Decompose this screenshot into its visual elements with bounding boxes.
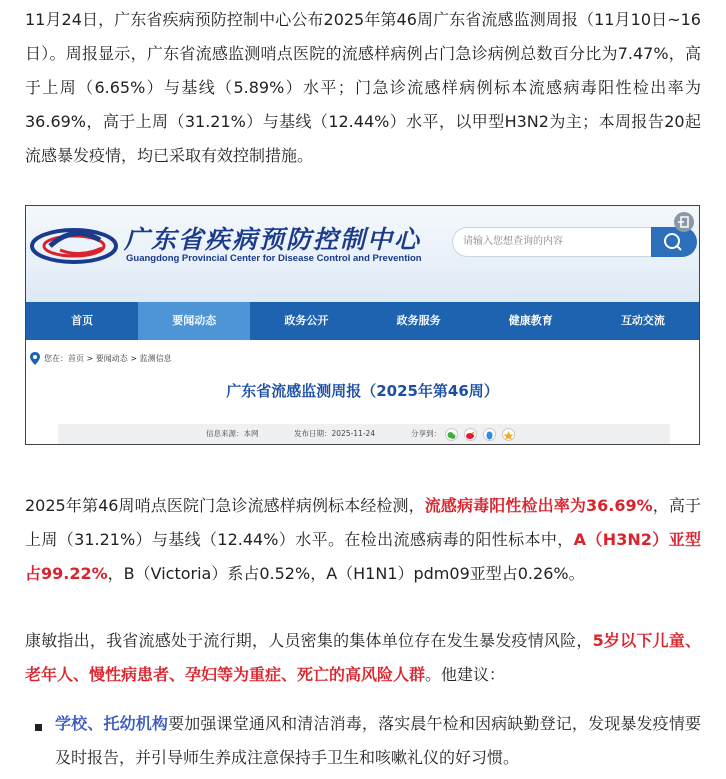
website-screenshot bbox=[25, 205, 700, 445]
list-item-text: 要加强课堂通风和清洁消毒，落实晨午检和因病缺勤登记，发现暴发疫情要及时报告，并引导师生养成注意保持手卫生和咳嗽礼仪的好习惯。 bbox=[55, 714, 701, 767]
article-source: 信息来源：本网 bbox=[206, 429, 259, 438]
search-input[interactable]: 请输入您想查询的内容 bbox=[452, 227, 652, 257]
site-name-cn: 广东省疾病预防控制中心 bbox=[124, 225, 422, 254]
article-date: 发布日期：2025-11-24 bbox=[294, 429, 376, 438]
bullet-marker bbox=[35, 724, 42, 731]
article-title: 广东省流感监测周报（2025年第46周） bbox=[226, 382, 499, 400]
highlight-high-risk-groups: 5岁以下儿童、老年人、慢性病患者、孕妇等为重症、死亡的高风险人群 bbox=[25, 631, 701, 684]
site-nav bbox=[26, 302, 699, 340]
favorite-share-icon[interactable] bbox=[502, 428, 515, 441]
text-segment: 康敏指出，我省流感处于流行期，人员密集的集体单位存在发生暴发疫情风险， bbox=[25, 631, 593, 650]
wechat-share-icon[interactable] bbox=[445, 428, 458, 441]
highlight-schools: 学校、托幼机构 bbox=[55, 714, 169, 733]
nav-item-gov-services[interactable]: 政务服务 bbox=[396, 314, 441, 327]
site-header bbox=[26, 206, 699, 302]
text-segment: ，B（Victoria）系占0.52%，A（H1N1）pdm09亚型占0.26%。 bbox=[107, 564, 585, 583]
nav-item-home[interactable]: 首页 bbox=[71, 314, 94, 327]
cdc-logo-icon bbox=[30, 220, 118, 268]
text-segment: ，高于上周（31.21%）与基线（12.44%）水平。在检出流感病毒的阳性标本中， bbox=[25, 496, 701, 549]
breadcrumb bbox=[30, 352, 172, 365]
location-pin-icon bbox=[30, 352, 40, 365]
login-icon[interactable] bbox=[674, 212, 694, 232]
detection-paragraph bbox=[25, 489, 701, 591]
text-segment: 。他建议： bbox=[425, 665, 506, 684]
list-item bbox=[55, 707, 701, 775]
qq-share-icon[interactable] bbox=[483, 428, 496, 441]
text-segment: 2025年第46周哨点医院门急诊流感样病例标本经检测， bbox=[25, 496, 425, 515]
nav-item-gov-affairs[interactable]: 政务公开 bbox=[284, 314, 329, 327]
share-label: 分享到： bbox=[411, 429, 441, 438]
highlight-positive-rate: 流感病毒阳性检出率为36.69% bbox=[424, 496, 653, 515]
site-name-en: Guangdong Provincial Center for Disease Control and Prevention bbox=[126, 253, 422, 264]
highlight-h3n2-share: A（H3N2）亚型占99.22% bbox=[25, 530, 701, 583]
expert-paragraph bbox=[25, 624, 701, 692]
intro-paragraph: 11月24日，广东省疾病预防控制中心公布2025年第46周广东省流感监测周报（11月10日~16日）。周报显示，广东省流感监测哨点医院的流感样病例占门急诊病例总数百分比为7.47%，高于上周（6.65%）与基线（5.89%）水平；门急诊流感样病例标本流感病毒阳性检出率为36.69%，高于上周（31.21%）与基线（12.44%）水平，以甲型H3N2为主；本周报告20起流感暴发疫情，均已采取有效控制措施。 bbox=[25, 10, 701, 165]
nav-item-interaction[interactable]: 互动交流 bbox=[620, 314, 665, 327]
article-meta bbox=[58, 424, 670, 444]
breadcrumb-text: 您在：首页 > 要闻动态 > 监测信息 bbox=[44, 354, 172, 363]
nav-item-health-education[interactable]: 健康教育 bbox=[508, 314, 553, 327]
weibo-share-icon[interactable] bbox=[464, 428, 477, 441]
nav-item-news[interactable]: 要闻动态 bbox=[138, 302, 250, 340]
